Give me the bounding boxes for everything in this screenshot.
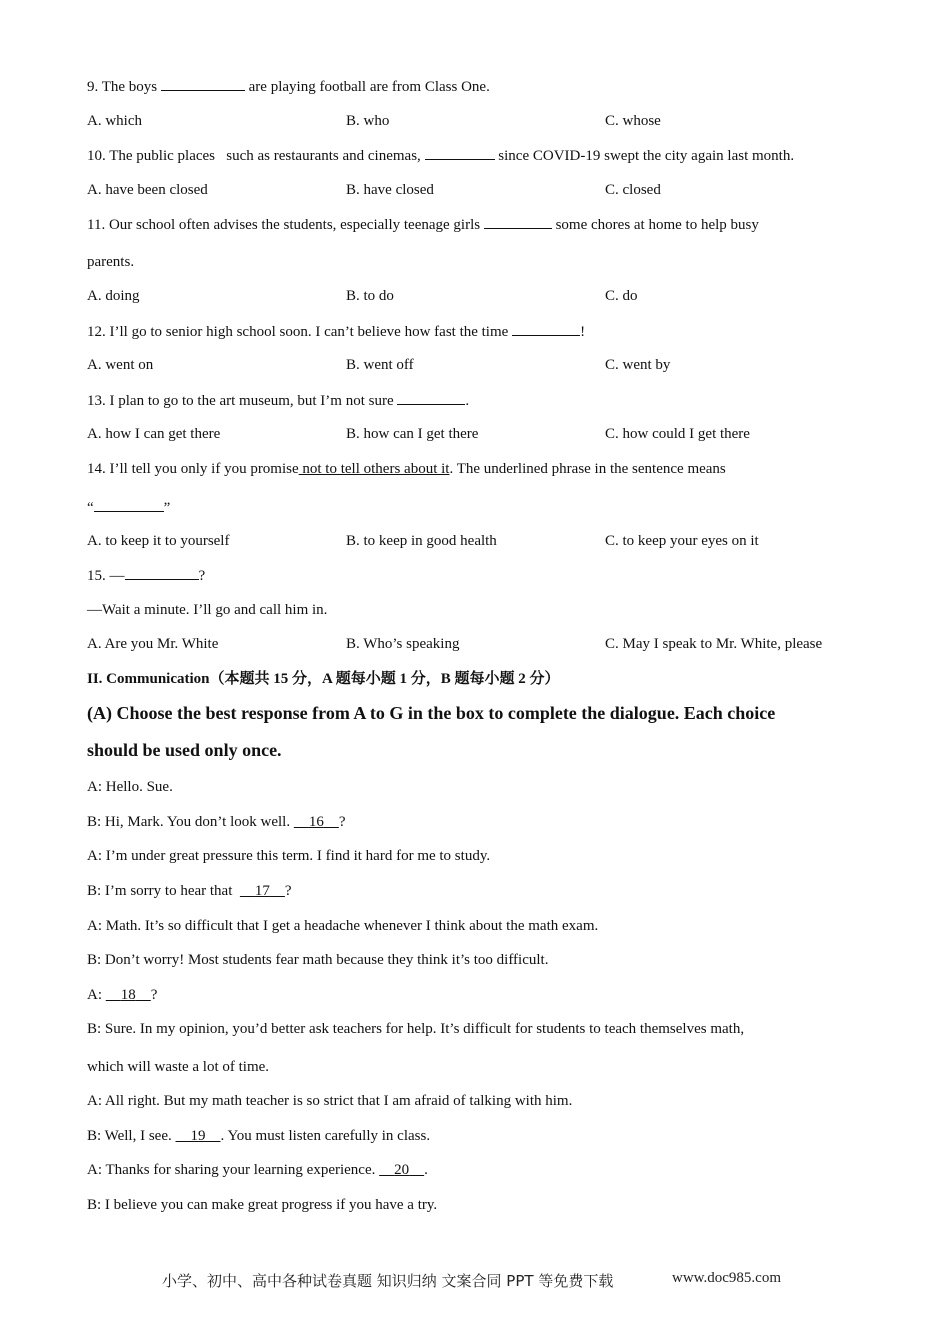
option-b: B. how can I get there (346, 426, 479, 442)
question-text: 15. — (87, 568, 125, 584)
dialogue-line (87, 1160, 428, 1180)
answer-blank-16 (294, 812, 339, 832)
blank-number: 17 (254, 883, 270, 899)
question-text: 11. Our school often advises the students, especially teenage girls (87, 217, 484, 233)
answer-blank (397, 390, 465, 405)
option-b: B. have closed (346, 182, 434, 198)
dialogue-line: A: I’m under great pressure this term. I find it hard for me to study. (87, 848, 491, 864)
answer-blank (94, 497, 164, 512)
section-title: II. Communication（本题共 15 分，A 题每小题 1 分，B 题每小题 2 分） (87, 671, 560, 687)
footer-promo-text: 小学、初中、高中各种试卷真题 知识归纳 文案合同 PPT 等免费下载 (162, 1272, 614, 1290)
answer-blank (425, 145, 495, 160)
answer-blank-19 (176, 1126, 221, 1146)
question-text: are playing football are from Class One. (244, 79, 490, 95)
dialogue-text: B: I’m sorry to hear that (87, 883, 240, 899)
question-11 (87, 214, 759, 235)
option-b: B. to do (346, 288, 394, 304)
dialogue-text: B: Well, I see. (87, 1128, 176, 1144)
dialogue-line: A: All right. But my math teacher is so strict that I am afraid of talking with him. (87, 1093, 573, 1109)
dialogue-line: A: Hello. Sue. (87, 779, 173, 795)
question-text: . (465, 393, 470, 409)
answer-blank (161, 76, 245, 91)
option-b: B. went off (346, 357, 414, 373)
question-11-continued: parents. (87, 254, 135, 270)
question-text: . The underlined phrase in the sentence means (449, 461, 726, 477)
underlined-phrase: not to tell others about it (298, 461, 450, 477)
answer-blank-18 (106, 985, 151, 1005)
option-c: C. how could I get there (605, 426, 750, 442)
question-14-continued (87, 497, 170, 518)
question-10 (87, 145, 794, 166)
dialogue-text: A: Thanks for sharing your learning experience. (87, 1162, 380, 1178)
dialogue-text: B: Hi, Mark. You don’t look well. (87, 814, 294, 830)
dialogue-text: A: (87, 987, 106, 1003)
dialogue-text: . You must listen carefully in class. (220, 1128, 431, 1144)
dialogue-line (87, 985, 157, 1005)
option-c: C. do (605, 288, 638, 304)
dialogue-line: B: Sure. In my opinion, you’d better ask teachers for help. It’s difficult for students to teach themselves math, (87, 1021, 745, 1037)
dialogue-text: ? (150, 987, 158, 1003)
question-text: some chores at home to help busy (551, 217, 759, 233)
question-15 (87, 565, 205, 586)
dialogue-line: A: Math. It’s so difficult that I get a headache whenever I think about the math exam. (87, 918, 599, 934)
footer-url[interactable]: www.doc985.com (672, 1270, 782, 1286)
option-a: A. doing (87, 288, 140, 304)
question-text: 10. The public places such as restaurants and cinemas, (87, 148, 425, 164)
option-b: B. to keep in good health (346, 533, 497, 549)
blank-number: 20 (394, 1162, 410, 1178)
option-b: B. Who’s speaking (346, 636, 460, 652)
answer-blank-17 (240, 881, 285, 901)
dialogue-line: B: Don’t worry! Most students fear math because they think it’s too difficult. (87, 952, 549, 968)
dialogue-line (87, 1126, 430, 1146)
blank-number: 16 (308, 814, 324, 830)
answer-blank (125, 565, 199, 580)
question-12 (87, 321, 585, 342)
question-13 (87, 390, 469, 411)
answer-blank (512, 321, 580, 336)
option-a: A. have been closed (87, 182, 208, 198)
question-text: 13. I plan to go to the art museum, but I’m not sure (87, 393, 398, 409)
option-c: C. closed (605, 182, 661, 198)
option-a: A. how I can get there (87, 426, 221, 442)
question-text: 9. The boys (87, 79, 161, 95)
question-15-reply: —Wait a minute. I’ll go and call him in. (87, 602, 328, 618)
question-text: since COVID-19 swept the city again last month. (494, 148, 795, 164)
option-c: C. to keep your eyes on it (605, 533, 759, 549)
option-c: C. May I speak to Mr. White, please (605, 636, 823, 652)
option-a: A. Are you Mr. White (87, 636, 219, 652)
option-c: C. went by (605, 357, 671, 373)
option-b: B. who (346, 113, 390, 129)
option-a: A. which (87, 113, 142, 129)
question-text: ! (580, 324, 586, 340)
part-a-instructions: (A) Choose the best response from A to G in the box to complete the dialogue. Each choice (87, 703, 776, 723)
part-a-instructions-continued: should be used only once. (87, 740, 282, 760)
option-a: A. to keep it to yourself (87, 533, 230, 549)
option-c: C. whose (605, 113, 661, 129)
dialogue-line (87, 812, 346, 832)
blank-number: 19 (190, 1128, 206, 1144)
question-text: 14. I’ll tell you only if you promise (87, 461, 299, 477)
dialogue-line: B: I believe you can make great progress if you have a try. (87, 1197, 438, 1213)
dialogue-line: which will waste a lot of time. (87, 1059, 270, 1075)
answer-blank (484, 214, 552, 229)
option-a: A. went on (87, 357, 154, 373)
question-text: 12. I’ll go to senior high school soon. I can’t believe how fast the time (87, 324, 513, 340)
question-text: ? (198, 568, 206, 584)
open-quote: “ (87, 500, 94, 516)
dialogue-text: ? (284, 883, 292, 899)
dialogue-text: ? (338, 814, 346, 830)
close-quote: ” (163, 500, 171, 516)
question-9 (87, 76, 490, 97)
dialogue-text: . (424, 1162, 428, 1178)
question-14 (87, 459, 726, 479)
blank-number: 18 (120, 987, 136, 1003)
answer-blank-20 (379, 1160, 424, 1180)
dialogue-line (87, 881, 292, 901)
